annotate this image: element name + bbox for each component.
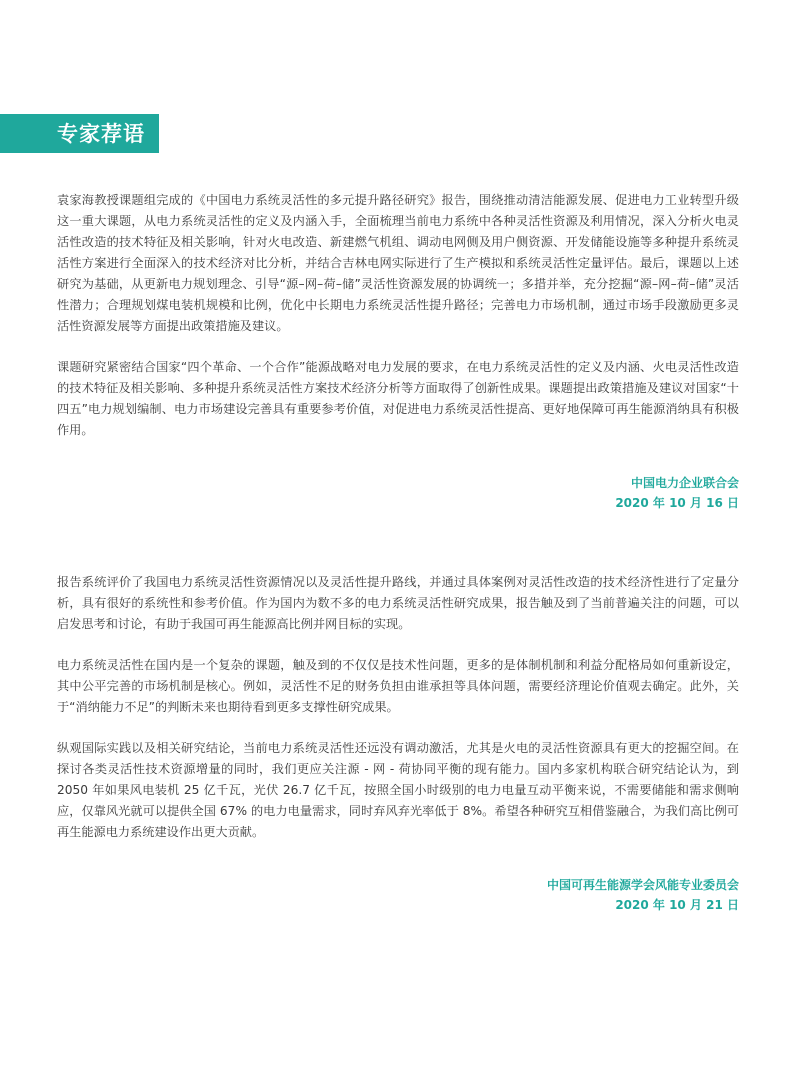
recommendation-2-paragraph-2: 电力系统灵活性在国内是一个复杂的课题，触及到的不仅仅是技术性问题，更多的是体制机制和利益分配格局如何重新设定，其中公平完善的市场机制是核心。例如，灵活性不足的财务负担由谁承担等具体问题，需要经济理论价值观去确定。此外，关于“消纳能力不足”的判断未来也期待看到更多支撑性研究成果。: [57, 658, 739, 714]
recommendation-1-signature: [57, 473, 739, 513]
recommendation-2-paragraph-1: 报告系统评价了我国电力系统灵活性资源情况以及灵活性提升路线，并通过具体案例对灵活性改造的技术经济性进行了定量分析，具有很好的系统性和参考价值。作为国内为数不多的电力系统灵活性研究成果，报告触及到了当前普遍关注的问题，可以启发思考和讨论，有助于我国可再生能源高比例并网目标的实现。: [57, 575, 739, 631]
recommendation-2: [57, 572, 739, 915]
recommendation-1-paragraph-2: 课题研究紧密结合国家“四个革命、一个合作”能源战略对电力发展的要求，在电力系统灵活性的定义及内涵、火电灵活性改造的技术特征及相关影响、多种提升系统灵活性方案技术经济分析等方面取得了创新性成果。课题提出政策措施及建议对国家“十四五”电力规划编制、电力市场建设完善具有重要参考价值，对促进电力系统灵活性提高、更好地保障可再生能源消纳具有积极作用。: [57, 360, 739, 437]
recommendation-1: [57, 190, 739, 513]
recommendation-2-signature: [57, 875, 739, 915]
recommendation-2-org: 中国可再生能源学会风能专业委员会: [546, 878, 739, 892]
recommendation-1-paragraph-1: 袁家海教授课题组完成的《中国电力系统灵活性的多元提升路径研究》报告，围绕推动清洁能源发展、促进电力工业转型升级这一重大课题，从电力系统灵活性的定义及内涵入手，全面梳理当前电力系统中各种灵活性资源及利用情况，深入分析火电灵活性改造的技术特征及相关影响，针对火电改造、新建燃气机组、调动电网侧及用户侧资源、开发储能设施等多种提升系统灵活性方案进行全面深入的技术经济对比分析，并结合吉林电网实际进行了生产模拟和系统灵活性定量评估。最后，课题以上述研究为基础，从更新电力规划理念、引导“源–网–荷–储”灵活性资源发展的协调统一；多措并举，充分挖掘“源–网–荷–储”灵活性潜力；合理规划煤电装机规模和比例，优化中长期电力系统灵活性提升路径；完善电力市场机制，通过市场手段激励更多灵活性资源发展等方面提出政策措施及建议。: [57, 193, 739, 333]
recommendation-1-org: 中国电力企业联合会: [630, 476, 739, 490]
recommendation-1-date: 2020 年 10 月 16 日: [615, 496, 739, 510]
page-title: 专家荐语: [57, 122, 145, 146]
recommendation-2-date: 2020 年 10 月 21 日: [615, 898, 739, 912]
recommendation-2-paragraph-3: 纵观国际实践以及相关研究结论，当前电力系统灵活性还远没有调动激活，尤其是火电的灵活性资源具有更大的挖掘空间。在探讨各类灵活性技术资源增量的同时，我们更应关注源 - 网 - 荷协同平衡的现有能力。国内多家机构联合研究结论认为，到 2050 年如果风电装机 25 亿千瓦，光伏 26.7 亿千瓦，按照全国小时级别的电力电量互动平衡来说，不需要储能和需求侧响应，仅靠风光就可以提供全国 67% 的电力电量需求，同时弃风弃光率低于 8%。希望各种研究互相借鉴融合，为我们高比例可再生能源电力系统建设作出更大贡献。: [57, 741, 739, 839]
